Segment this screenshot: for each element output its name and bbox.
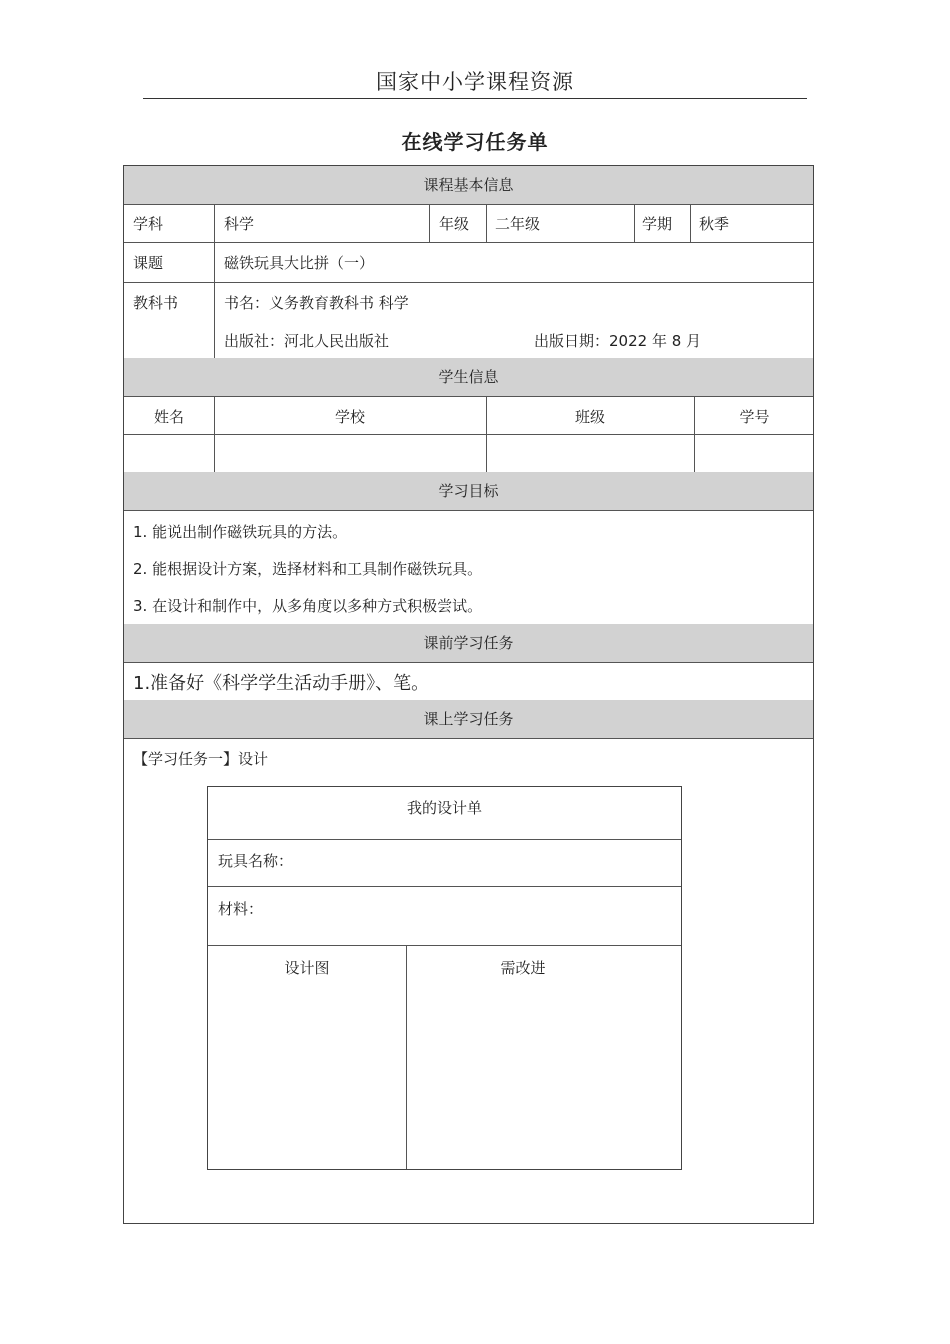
subject-label: 学科 bbox=[133, 215, 164, 233]
design-sheet bbox=[207, 786, 682, 1170]
term-label: 学期 bbox=[642, 215, 673, 233]
topic-label: 课题 bbox=[133, 254, 164, 272]
grade-label: 年级 bbox=[439, 215, 470, 233]
design-drawing-label: 设计图 bbox=[284, 959, 330, 977]
task1-heading: 【学习任务一】设计 bbox=[133, 750, 269, 768]
section-in-class: 课上学习任务 bbox=[124, 700, 813, 738]
term-value: 秋季 bbox=[699, 215, 730, 233]
header-org: 国家中小学课程资源 bbox=[376, 70, 574, 94]
toy-name-label: 玩具名称： bbox=[218, 852, 294, 870]
subject-value: 科学 bbox=[224, 215, 255, 233]
topic-value: 磁铁玩具大比拼（一） bbox=[224, 254, 375, 272]
goal-item: 2. 能根据设计方案，选择材料和工具制作磁铁玩具。 bbox=[133, 560, 483, 578]
textbook-publisher: 出版社：河北人民出版社 bbox=[224, 332, 390, 350]
textbook-label: 教科书 bbox=[133, 294, 179, 312]
grade-value: 二年级 bbox=[495, 215, 541, 233]
goal-item: 1. 能说出制作磁铁玩具的方法。 bbox=[133, 523, 348, 541]
section-pre-class: 课前学习任务 bbox=[124, 624, 813, 662]
design-sheet-title: 我的设计单 bbox=[406, 799, 482, 817]
textbook-name: 书名：义务教育教科书 科学 bbox=[224, 294, 409, 312]
student-col-id: 学号 bbox=[739, 408, 770, 426]
materials-label: 材料： bbox=[218, 900, 264, 918]
textbook-publish-date: 出版日期：2022 年 8 月 bbox=[534, 332, 702, 350]
task-sheet-table bbox=[123, 165, 814, 1224]
section-goals: 学习目标 bbox=[124, 472, 813, 510]
student-col-name: 姓名 bbox=[153, 408, 184, 426]
student-col-school: 学校 bbox=[334, 408, 365, 426]
section-student-info: 学生信息 bbox=[124, 358, 813, 396]
design-improve-label: 需改进 bbox=[500, 959, 546, 977]
page-title: 在线学习任务单 bbox=[401, 130, 549, 154]
header-divider bbox=[143, 98, 807, 99]
pre-class-item: 1.准备好《科学学生活动手册》、笔。 bbox=[133, 673, 430, 694]
section-course-info: 课程基本信息 bbox=[124, 166, 813, 204]
goal-item: 3. 在设计和制作中，从多角度以多种方式积极尝试。 bbox=[133, 597, 483, 615]
student-col-class: 班级 bbox=[574, 408, 605, 426]
